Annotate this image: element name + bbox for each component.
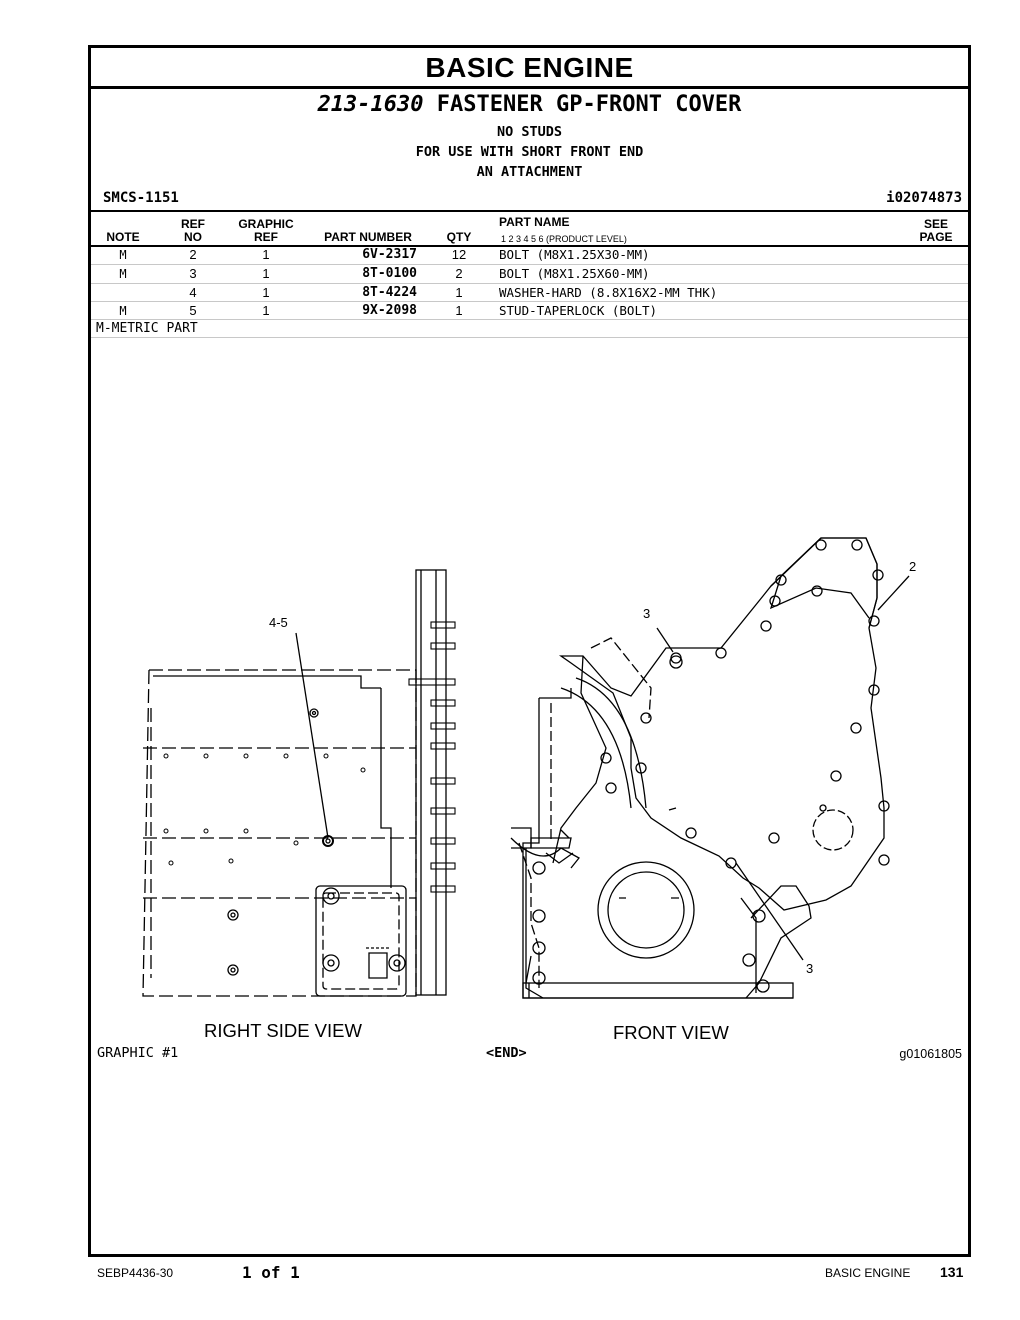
cell-qty: 12 <box>451 247 467 262</box>
footer-page-number: 131 <box>940 1264 964 1280</box>
header-ref-line2: NO <box>184 230 202 244</box>
callout-4-5: 4-5 <box>269 615 288 630</box>
cell-part-number: 8T-0100 <box>362 266 417 281</box>
footer-page-of: 1 of 1 <box>242 1263 300 1282</box>
graphic-id: g01061805 <box>899 1047 962 1061</box>
front-view-drawing <box>511 538 909 998</box>
end-label: <END> <box>486 1045 527 1061</box>
info-id: i02074873 <box>886 190 962 206</box>
metric-footnote: M-METRIC PART <box>96 321 198 336</box>
cell-part-number: 8T-4224 <box>362 285 417 300</box>
graphic-label: GRAPHIC #1 <box>97 1045 179 1061</box>
callout-2: 2 <box>909 559 917 574</box>
front-view-label: FRONT VIEW <box>613 1022 729 1043</box>
header-see-line1: SEE <box>923 217 948 231</box>
cell-graphic-ref: 1 <box>262 247 270 262</box>
cell-part-name: WASHER-HARD (8.8X16X2-MM THK) <box>499 285 718 300</box>
cell-note: M <box>119 248 127 262</box>
cell-ref: 5 <box>189 303 197 318</box>
cell-part-number: 6V-2317 <box>362 247 417 262</box>
header-see-line2: PAGE <box>919 230 953 244</box>
header-qty: QTY <box>446 230 472 244</box>
cell-note: M <box>119 267 127 281</box>
cell-graphic-ref: 1 <box>262 285 270 300</box>
cell-qty: 1 <box>455 303 463 318</box>
section-title: BASIC ENGINE <box>91 48 968 89</box>
header-part-name: PART NAME <box>499 215 570 229</box>
cell-graphic-ref: 1 <box>262 266 270 281</box>
cell-part-number: 9X-2098 <box>362 303 417 318</box>
callout-3-bottom: 3 <box>806 961 814 976</box>
callout-3-top: 3 <box>643 606 651 621</box>
group-number: 213-1630 <box>317 92 424 117</box>
group-note-3: AN ATTACHMENT <box>476 164 583 180</box>
smcs-code: SMCS-1151 <box>103 190 179 206</box>
product-levels: 1 2 3 4 5 6 (PRODUCT LEVEL) <box>501 234 627 244</box>
right-side-view-drawing <box>143 570 455 996</box>
page-frame <box>88 45 971 1257</box>
group-note-2: FOR USE WITH SHORT FRONT END <box>415 144 644 160</box>
right-side-view-label: RIGHT SIDE VIEW <box>204 1020 362 1041</box>
group-note-1: NO STUDS <box>496 124 563 140</box>
cell-part-name: BOLT (M8X1.25X60-MM) <box>499 266 650 281</box>
parts-illustration <box>91 48 968 1254</box>
cell-ref: 3 <box>189 266 197 281</box>
header-note: NOTE <box>106 230 140 244</box>
cell-qty: 1 <box>455 285 463 300</box>
cell-part-name: BOLT (M8X1.25X30-MM) <box>499 247 650 262</box>
footer-doc-id: SEBP4436-30 <box>97 1266 174 1280</box>
header-graphic-line1: GRAPHIC <box>238 217 294 231</box>
header-graphic-line2: REF <box>254 230 278 244</box>
header-ref-line1: REF <box>181 217 205 231</box>
cell-part-name: STUD-TAPERLOCK (BOLT) <box>499 303 658 318</box>
header-part-number: PART NUMBER <box>324 230 412 244</box>
footer-section: BASIC ENGINE <box>825 1266 911 1280</box>
cell-ref: 2 <box>189 247 197 262</box>
group-name: FASTENER GP-FRONT COVER <box>436 92 742 117</box>
cell-graphic-ref: 1 <box>262 303 270 318</box>
cell-ref: 4 <box>189 285 197 300</box>
cell-qty: 2 <box>455 266 463 281</box>
cell-note: M <box>119 304 127 318</box>
